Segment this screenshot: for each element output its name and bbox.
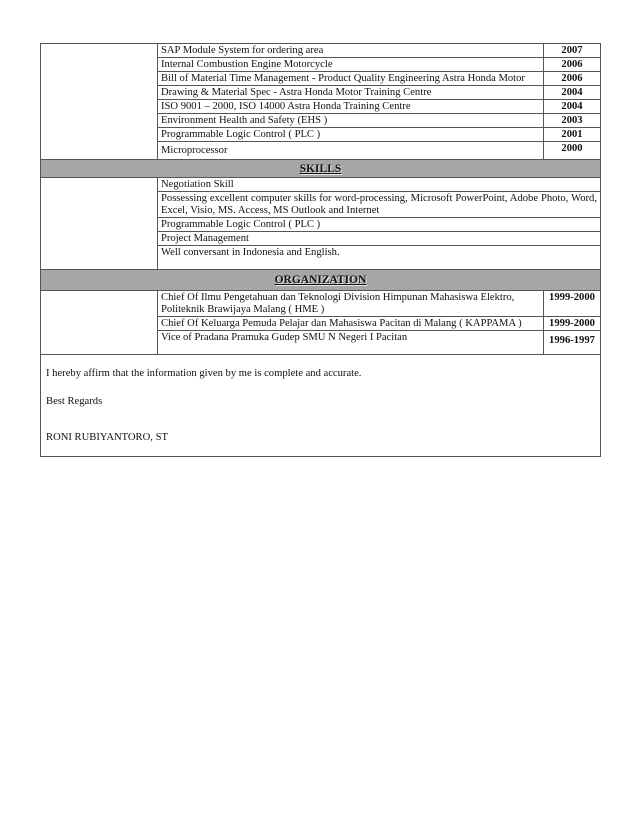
organization-title: Chief Of Keluarga Pemuda Pelajar dan Mahasiswa Pacitan di Malang ( KAPPAMA ) [158,317,544,331]
training-year: 2007 [544,44,601,58]
skill-item: Well conversant in Indonesia and English. [158,246,601,270]
training-year: 2004 [544,86,601,100]
training-title: SAP Module System for ordering area [158,44,544,58]
training-title: Drawing & Material Spec - Astra Honda Motor Training Centre [158,86,544,100]
skill-item: Possessing excellent computer skills for word-processing, Microsoft PowerPoint, Adobe Photo, Word, Excel, Visio, MS. Access, MS Outlook and Internet [158,192,601,218]
signatory-name: RONI RUBIYANTORO, ST [46,432,168,443]
skills-heading: SKILLS [41,160,601,178]
affirmation-statement: I hereby affirm that the information given by me is complete and accurate. [46,368,362,379]
resume-page [40,43,601,457]
organization-left-cell [41,291,158,355]
training-title: ISO 9001 – 2000, ISO 14000 Astra Honda Training Centre [158,100,544,114]
organization-years: 1996-1997 [544,331,601,355]
closing-section [40,355,601,457]
training-year: 2006 [544,72,601,86]
training-title: Microprocessor [158,142,544,160]
skill-item: Negotiation Skill [158,178,601,192]
organization-title: Vice of Pradana Pramuka Gudep SMU N Negeri I Pacitan [158,331,544,355]
skills-row [41,178,601,192]
skill-item: Programmable Logic Control ( PLC ) [158,218,601,232]
organization-years: 1999-2000 [544,317,601,331]
training-row [41,44,601,58]
training-year: 2006 [544,58,601,72]
skills-header-row [41,160,601,178]
training-year: 2003 [544,114,601,128]
organization-header-row [41,270,601,291]
training-title: Programmable Logic Control ( PLC ) [158,128,544,142]
training-left-cell [41,44,158,160]
training-title: Environment Health and Safety (EHS ) [158,114,544,128]
training-year: 2000 [544,142,601,160]
training-title: Internal Combustion Engine Motorcycle [158,58,544,72]
training-year: 2001 [544,128,601,142]
organization-heading: ORGANIZATION [41,270,601,291]
skill-item: Project Management [158,232,601,246]
skills-left-cell [41,178,158,270]
training-title: Bill of Material Time Management - Product Quality Engineering Astra Honda Motor [158,72,544,86]
resume-table [40,43,601,355]
training-year: 2004 [544,100,601,114]
organization-years: 1999-2000 [544,291,601,317]
organization-row [41,291,601,317]
regards-line: Best Regards [46,396,103,407]
organization-title: Chief Of Ilmu Pengetahuan dan Teknologi Division Himpunan Mahasiswa Elektro, Politeknik Brawijaya Malang ( HME ) [158,291,544,317]
